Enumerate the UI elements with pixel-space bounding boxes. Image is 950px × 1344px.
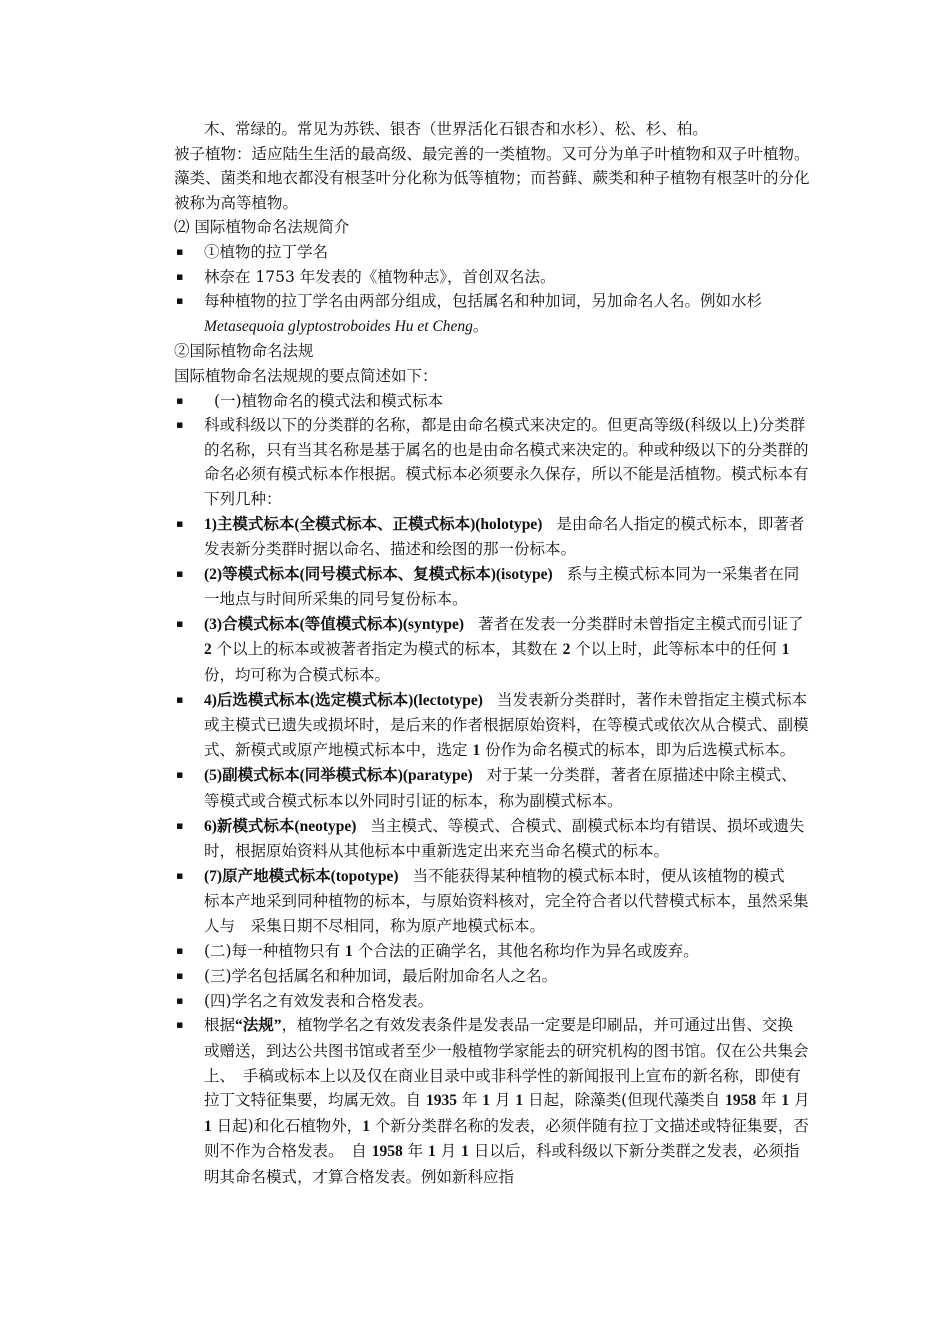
paragraph-angiosperm: 被子植物：适应陆生生活的最高级、最完善的一类植物。又可分为单子叶植物和双子叶植物。藻类、菌类和地衣都没有根茎叶分化称为低等植物；而苔藓、蕨类和种子植物有根茎叶的分化被称为高等植物。 bbox=[174, 144, 810, 212]
term-neotype: 6)新模式标本(neotype) bbox=[204, 817, 357, 835]
bullet-icon bbox=[176, 389, 183, 414]
paragraph-summary-intro: 国际植物命名法规规的要点简述如下： bbox=[174, 366, 438, 385]
bullet-icon bbox=[176, 612, 183, 637]
bullet-icon bbox=[176, 989, 183, 1014]
term-paratype: (5)副模式标本(同举模式标本)(paratype) bbox=[204, 767, 473, 785]
list-item: ▪ (四)学名之有效发表和合格发表。 bbox=[174, 989, 810, 1014]
list-item-topotype: ▪ (7)原产地模式标本(topotype) 当不能获得某种植物的模式标本时，便从该植物的模式 标本产地采到同种植物的标本，与原始资料核对，完全符合者以代替模式标本，虽然采集人与 采集日期不尽相同，称为原产地模式标本。 bbox=[174, 864, 810, 939]
bullet-icon bbox=[176, 1013, 183, 1038]
bullet-icon bbox=[176, 240, 183, 265]
section-heading-nomenclature-intro: ⑵ 国际植物命名法规简介 bbox=[174, 218, 350, 237]
bullet-icon bbox=[176, 939, 183, 964]
list-item: ▪ (一)植物命名的模式法和模式标本 bbox=[174, 389, 810, 414]
term-syntype: (3)合模式标本(等值模式标本)(syntype) bbox=[204, 615, 465, 633]
latin-name: Metasequoia glyptostroboides Hu et Cheng bbox=[204, 317, 473, 335]
list-item-holotype: ▪ 1)主模式标本(全模式标本、正模式标本)(holotype) 是由命名人指定的模式标本，即著者发表新分类群时据以命名、描述和绘图的那一份标本。 bbox=[174, 512, 810, 562]
list-item: ▪ (三)学名包括属名和种加词，最后附加命名人之名。 bbox=[174, 964, 810, 989]
list-item: ▪ 科或科级以下的分类群的名称，都是由命名模式来决定的。但更高等级(科级以上)分类群的名称，只有当其名称是基于属名的也是由命名模式来决定的。种或种级以下的分类群的命名必须有模式标本作根据。模式标本必须要永久保存，所以不能是活植物。模式标本有下列几种： bbox=[174, 413, 810, 511]
bullet-icon bbox=[176, 763, 183, 788]
term-lectotype: 4)后选模式标本(选定模式标本)(lectotype) bbox=[204, 691, 483, 709]
bullet-icon bbox=[176, 964, 183, 989]
list-item: ▪ 林奈在 1753 年发表的《植物种志》，首创双名法。 bbox=[174, 265, 810, 290]
bullet-icon bbox=[176, 688, 183, 713]
list-item-neotype: ▪ 6)新模式标本(neotype) 当主模式、等模式、合模式、副模式标本均有错误、损坏或遗失时，根据原始资料从其他标本中重新选定出来充当命名模式的标本。 bbox=[174, 814, 810, 864]
list-item-valid-publication: ▪ 根据“法规”，植物学名之有效发表条件是发表品一定要是印刷品，并可通过出售、交换 或赠送，到达公共图书馆或者至少一般植物学家能去的研究机构的图书馆。仅在公共集会上、 手稿或标本上以及仅在商业目录中或非科学性的新闻报刊上宣布的新名称，即使有拉丁文特征集要，均属无效。自 1935 年 1 月 1 日起，除藻类(但现代藻类自 1958 年 1 月 1 日起)和化石植物外，1 个新分类群名称的发表，必须伴随有拉丁文描述或特征集要，否则不作为合格发表。 自 1958 年 1 月 1 日以后，科或科级以下新分类群之发表，必须指明其命名模式，才算合格发表。例如新科应指 bbox=[174, 1013, 810, 1189]
bullet-icon bbox=[176, 864, 183, 889]
list-item: ▪ (二)每一种植物只有 1 个合法的正确学名，其他名称均作为异名或废弃。 bbox=[174, 939, 810, 965]
bullet-icon bbox=[176, 512, 183, 537]
section-heading-code: ②国际植物命名法规 bbox=[174, 342, 314, 361]
term-topotype: (7)原产地模式标本(topotype) bbox=[204, 867, 399, 885]
bullet-icon bbox=[176, 265, 183, 290]
list-item-isotype: ▪ (2)等模式标本(同号模式标本、复模式标本)(isotype) 系与主模式标本同为一采集者在同一地点与时间所采集的同号复份标本。 bbox=[174, 562, 810, 612]
list-item-paratype: ▪ (5)副模式标本(同举模式标本)(paratype) 对于某一分类群，著者在原描述中除主模式、等模式或合模式标本以外同时引证的标本，称为副模式标本。 bbox=[174, 763, 810, 813]
term-isotype: (2)等模式标本(同号模式标本、复模式标本)(isotype) bbox=[204, 565, 553, 583]
term-holotype: 1)主模式标本(全模式标本、正模式标本)(holotype) bbox=[204, 515, 543, 533]
bullet-icon bbox=[176, 413, 183, 438]
list-item: ▪ 每种植物的拉丁学名由两部分组成，包括属名和种加词，另加命名人名。例如水杉 Metasequoia glyptostroboides Hu et Cheng。 bbox=[174, 289, 810, 339]
list-item-syntype: ▪ (3)合模式标本(等值模式标本)(syntype) 著者在发表一分类群时未曾指定主模式而引证了 2 个以上的标本或被著者指定为模式的标本，其数在 2 个以上时，此等标本中的任何 1 份，均可称为合模式标本。 bbox=[174, 612, 810, 688]
bullet-icon bbox=[176, 289, 183, 314]
list-item: ▪ ①植物的拉丁学名 bbox=[174, 240, 810, 265]
list-item-lectotype: ▪ 4)后选模式标本(选定模式标本)(lectotype) 当发表新分类群时，著作未曾指定主模式标本或主模式已遗失或损坏时，是后来的作者根据原始资料，在等模式或依次从合模式、副模 式、新模式或原产地模式标本中，选定 1 份作为命名模式的标本，即为后选模式标本。 bbox=[174, 688, 810, 764]
paragraph-gymnosperm-tail: 木、常绿的。常见为苏铁、银杏（世界活化石银杏和水杉）、松、杉、柏。 bbox=[204, 120, 708, 138]
bullet-icon bbox=[176, 814, 183, 839]
bullet-icon bbox=[176, 562, 183, 587]
document-body bbox=[174, 117, 825, 1190]
